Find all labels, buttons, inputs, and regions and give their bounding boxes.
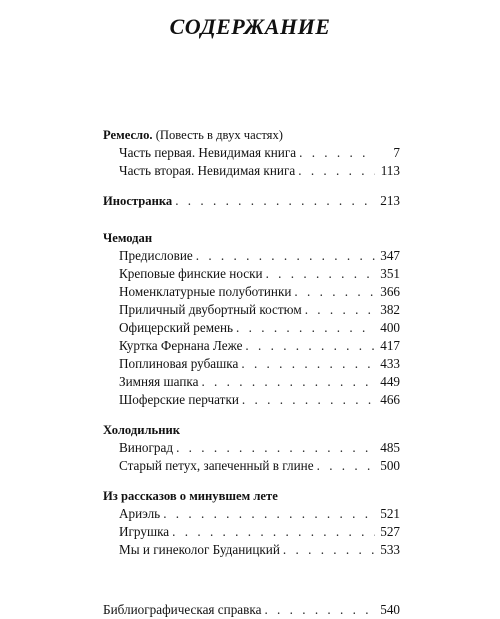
dot-leader — [172, 523, 375, 541]
page-number: 527 — [380, 524, 400, 539]
toc-entry — [103, 391, 400, 409]
section-holodilnik — [103, 421, 400, 475]
page-number: 400 — [380, 320, 400, 335]
page-number: 7 — [393, 145, 400, 160]
dot-leader — [264, 601, 375, 619]
page-title: СОДЕРЖАНИЕ — [169, 14, 331, 39]
entry-title: Номенклатурные полуботинки — [119, 284, 292, 299]
toc-entry — [103, 301, 400, 319]
entry-title: Шоферские перчатки — [119, 392, 239, 407]
section-title: Ремесло. — [103, 128, 153, 142]
dot-leader — [201, 373, 375, 391]
page-number: 382 — [380, 302, 400, 317]
toc-entry — [103, 439, 400, 457]
entry-title: Поплиновая рубашка — [119, 356, 239, 371]
toc-entry — [103, 541, 400, 559]
toc-entry — [103, 355, 400, 373]
entry-title: Ариэль — [119, 506, 161, 521]
dot-leader — [245, 337, 375, 355]
entry-title: Иностранка — [103, 194, 173, 208]
toc-entry — [103, 162, 400, 180]
section-heading — [103, 126, 400, 144]
entry-title: Библиографическая справка — [103, 602, 262, 617]
page-number: 500 — [380, 458, 400, 473]
page-number: 533 — [380, 542, 400, 557]
section-remeslo — [103, 126, 400, 180]
page-number: 466 — [380, 392, 400, 407]
page-number: 433 — [380, 356, 400, 371]
toc-entry — [103, 337, 400, 355]
entry-title: Часть первая. Невидимая книга — [119, 145, 297, 160]
toc-entry-inostranka — [103, 192, 400, 210]
toc-entry — [103, 457, 400, 475]
page-number: 351 — [380, 266, 400, 281]
page-number: 449 — [380, 374, 400, 389]
toc-entry — [103, 505, 400, 523]
entry-title: Куртка Фернана Леже — [119, 338, 243, 353]
dot-leader — [299, 144, 375, 162]
dot-leader — [298, 162, 375, 180]
entry-title: Приличный двубортный костюм — [119, 302, 302, 317]
page-number: 417 — [380, 338, 400, 353]
dot-leader — [294, 283, 375, 301]
dot-leader — [283, 541, 375, 559]
toc-entry — [103, 283, 400, 301]
toc-entry — [103, 265, 400, 283]
dot-leader — [196, 247, 375, 265]
section-heading: Из рассказов о минувшем лете — [103, 489, 278, 503]
dot-leader — [176, 439, 375, 457]
section-note: (Повесть в двух частях) — [155, 128, 283, 142]
entry-title: Зимняя шапка — [119, 374, 199, 389]
section-heading: Чемодан — [103, 231, 153, 245]
entry-title: Креповые финские носки — [119, 266, 263, 281]
dot-leader — [242, 391, 375, 409]
section-heading: Холодильник — [103, 423, 180, 437]
dot-leader — [241, 355, 375, 373]
entry-title: Предисловие — [119, 248, 193, 263]
page-number: 540 — [380, 602, 400, 617]
page-number: 366 — [380, 284, 400, 299]
toc-entry — [103, 144, 400, 162]
entry-title: Игрушка — [119, 524, 170, 539]
toc-entry — [103, 373, 400, 391]
dot-leader — [317, 457, 375, 475]
dot-leader — [305, 301, 375, 319]
entry-title: Часть вторая. Невидимая книга — [119, 163, 296, 178]
entry-title: Мы и гинеколог Буданицкий — [119, 542, 280, 557]
dot-leader — [266, 265, 375, 283]
table-of-contents — [103, 126, 400, 619]
toc-entry — [103, 319, 400, 337]
toc-entry — [103, 523, 400, 541]
section-chemodan — [103, 229, 400, 409]
dot-leader — [163, 505, 375, 523]
page-number: 213 — [380, 193, 400, 208]
entry-title: Офицерский ремень — [119, 320, 234, 335]
entry-title: Виноград — [119, 440, 174, 455]
page-number: 485 — [380, 440, 400, 455]
page-number: 113 — [380, 163, 400, 178]
entry-title: Старый петух, запеченный в глине — [119, 458, 314, 473]
section-rasskazy — [103, 487, 400, 559]
toc-entry — [103, 247, 400, 265]
toc-entry-bibliography — [103, 601, 400, 619]
page-number: 347 — [380, 248, 400, 263]
dot-leader — [175, 192, 375, 210]
dot-leader — [236, 319, 375, 337]
page-number: 521 — [380, 506, 400, 521]
